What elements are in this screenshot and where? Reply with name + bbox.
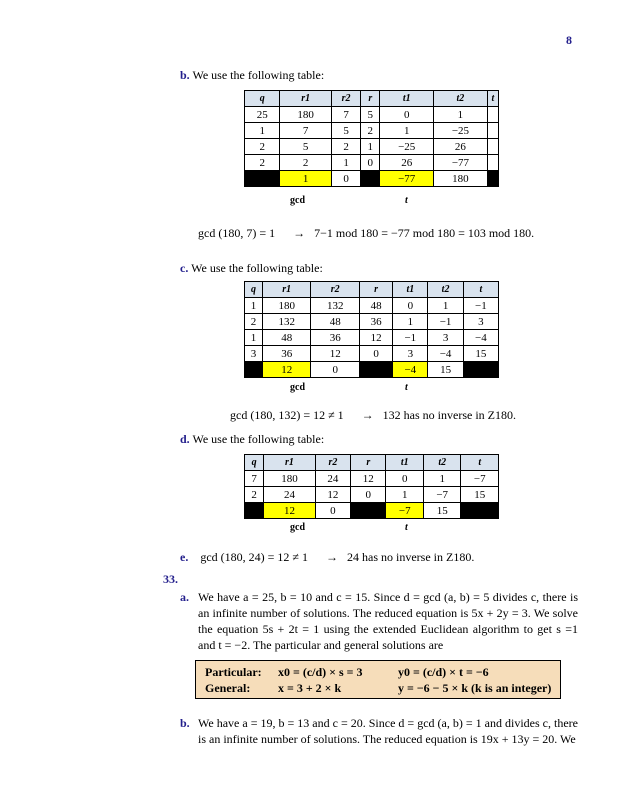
column-header: t [463,282,498,298]
table-cell: 180 [264,471,316,487]
table-row [245,330,499,346]
problem-33-b-label: b. [180,716,190,730]
table-header-row [245,455,499,471]
table-cell: 7 [245,471,264,487]
table-cell: 15 [461,487,499,503]
part-b-result [198,226,534,241]
table-cell: 180 [280,107,332,123]
table-d-gcd-label: gcd [290,522,305,533]
table-cell [487,139,498,155]
table-cell: 0 [315,503,350,519]
particular-y: y0 = (c/d) × t = −6 [398,665,489,679]
column-header: r [359,282,392,298]
table-cell: 26 [434,139,488,155]
table-cell: 1 [380,123,434,139]
table-cell: 5 [361,107,380,123]
table-b-gcd-label: gcd [290,195,305,206]
column-header: t1 [386,455,423,471]
blank-cell [461,503,499,519]
table-cell: 3 [428,330,463,346]
column-header: r [361,91,380,107]
gcd-cell: 12 [263,362,311,378]
table-cell: −25 [434,123,488,139]
table-cell: −1 [463,298,498,314]
euclid-table-d [244,454,499,519]
table-cell: 0 [311,362,359,378]
table-row [245,346,499,362]
table-cell: 12 [311,346,359,362]
table-cell: 1 [428,298,463,314]
table-cell: 5 [280,139,332,155]
part-c-result-left: gcd (180, 132) = 12 ≠ 1 [230,408,344,422]
table-cell: 0 [380,107,434,123]
table-cell [487,123,498,139]
table-header-row [245,91,499,107]
particular-label: Particular: [205,665,262,679]
table-cell: 12 [351,471,386,487]
blank-cell [487,171,498,187]
table-cell: 0 [351,487,386,503]
problem-33-a-text: We have a = 25, b = 10 and c = 15. Since d = gcd (a, b) = 5 divides c, there is an infinite number of solutions. The reduced equation is 5x + 2y = 3. We solve the equation 5s + 2t = 1 using the extended Euclidean algorithm to get s =1 and t = −2. The particular and general solutions are [198,590,578,652]
table-cell: −25 [380,139,434,155]
blank-cell [351,503,386,519]
problem-33-number: 33. [163,572,178,586]
table-cell: 180 [263,298,311,314]
final-row [245,503,499,519]
column-header: t1 [380,91,434,107]
part-d-intro-text: We use the following table: [192,432,325,446]
part-e-result-left: gcd (180, 24) = 12 ≠ 1 [200,550,308,564]
table-cell: 25 [245,107,280,123]
part-c-intro [180,261,323,275]
column-header: r [351,455,386,471]
table-row [245,155,499,171]
euclid-table-c [244,281,499,378]
general-label: General: [205,681,251,695]
column-header: r2 [331,91,360,107]
part-b-result-right: 7−1 mod 180 = −77 mod 180 = 103 mod 180. [314,226,535,240]
table-cell: 1 [386,487,423,503]
blank-cell [245,503,264,519]
part-b-result-left: gcd (180, 7) = 1 [198,226,276,240]
general-x: x = 3 + 2 × k [278,681,342,695]
column-header: q [245,282,263,298]
table-cell: 48 [311,314,359,330]
particular-x: x0 = (c/d) × s = 3 [278,665,363,679]
part-c-result-right: 132 has no inverse in Z180. [382,408,516,422]
column-header: r1 [264,455,316,471]
blank-cell [463,362,498,378]
table-cell: 24 [264,487,316,503]
gcd-cell: 1 [280,171,332,187]
table-cell: 0 [359,346,392,362]
table-cell: 15 [423,503,460,519]
table-cell: 7 [280,123,332,139]
table-cell: 3 [393,346,428,362]
column-header: t [487,91,498,107]
general-y: y = −6 − 5 × k (k is an integer) [398,681,552,695]
table-cell: −7 [423,487,460,503]
inverse-cell: −7 [386,503,423,519]
column-header: r1 [263,282,311,298]
gcd-cell: 12 [264,503,316,519]
inverse-cell: −4 [393,362,428,378]
table-cell: 132 [311,298,359,314]
table-cell: 0 [361,155,380,171]
table-cell: 15 [463,346,498,362]
table-cell: 2 [280,155,332,171]
table-cell: 2 [361,123,380,139]
column-header: t2 [434,91,488,107]
table-cell: 26 [380,155,434,171]
table-cell: 180 [434,171,488,187]
final-row [245,362,499,378]
part-e-label: e. [180,550,189,564]
table-row [245,298,499,314]
table-cell: 2 [245,314,263,330]
column-header: t [461,455,499,471]
table-row [245,487,499,503]
inverse-cell: −77 [380,171,434,187]
problem-33-b-text: We have a = 19, b = 13 and c = 20. Since d = gcd (a, b) = 1 and divides c, there is an infinite number of solutions. The reduced equation is 19x + 13y = 20. We [198,716,578,746]
table-cell: 3 [463,314,498,330]
table-cell: 2 [245,487,264,503]
table-cell: −4 [428,346,463,362]
column-header: r2 [311,282,359,298]
table-cell: 36 [263,346,311,362]
part-c-intro-text: We use the following table: [191,261,323,275]
page-number: 8 [566,33,572,47]
table-cell: 1 [245,330,263,346]
table-row [245,107,499,123]
table-cell: 1 [393,314,428,330]
column-header: r1 [280,91,332,107]
table-cell: −4 [463,330,498,346]
table-cell [487,155,498,171]
part-b-intro [180,68,324,82]
table-cell: 48 [263,330,311,346]
arrow-icon: → [326,550,338,564]
table-row [245,139,499,155]
blank-cell [361,171,380,187]
part-c-label: c. [180,261,189,275]
euclid-table-b [244,90,499,187]
table-cell: 5 [331,123,360,139]
table-cell: 24 [315,471,350,487]
table-cell: 2 [245,155,280,171]
table-cell: 12 [315,487,350,503]
final-row [245,171,499,187]
column-header: r2 [315,455,350,471]
part-e-result [180,550,474,564]
part-d-intro [180,432,324,446]
table-d-t-label: t [405,522,408,533]
table-cell: 2 [245,139,280,155]
arrow-icon: → [361,408,374,422]
table-cell: 1 [245,298,263,314]
column-header: t2 [428,282,463,298]
solutions-box [195,660,561,699]
blank-cell [359,362,392,378]
part-e-result-right: 24 has no inverse in Z180. [347,550,475,564]
table-cell: 7 [331,107,360,123]
table-cell: 1 [331,155,360,171]
table-cell: −1 [428,314,463,330]
table-b-t-label: t [405,195,408,206]
table-c-t-label: t [405,382,408,393]
table-cell: 1 [423,471,460,487]
table-cell: −77 [434,155,488,171]
table-cell: 1 [245,123,280,139]
table-cell: 1 [361,139,380,155]
table-cell: 36 [359,314,392,330]
table-cell [487,107,498,123]
table-cell: 36 [311,330,359,346]
table-cell: −7 [461,471,499,487]
problem-33-a-label: a. [180,590,189,604]
blank-cell [245,362,263,378]
arrow-icon: → [293,226,306,240]
column-header: q [245,91,280,107]
table-cell: 3 [245,346,263,362]
table-cell: 2 [331,139,360,155]
table-cell: 1 [434,107,488,123]
table-cell: 0 [386,471,423,487]
table-cell: 12 [359,330,392,346]
table-cell: 48 [359,298,392,314]
table-row [245,123,499,139]
table-header-row [245,282,499,298]
part-b-intro-text: We use the following table: [192,68,325,82]
part-d-label: d. [180,432,190,446]
table-cell: −1 [393,330,428,346]
table-c-gcd-label: gcd [290,382,305,393]
table-row [245,471,499,487]
column-header: t2 [423,455,460,471]
column-header: t1 [393,282,428,298]
table-cell: 0 [331,171,360,187]
table-row [245,314,499,330]
blank-cell [245,171,280,187]
part-b-label: b. [180,68,190,82]
part-c-result [230,408,516,423]
table-cell: 0 [393,298,428,314]
table-cell: 132 [263,314,311,330]
column-header: q [245,455,264,471]
table-cell: 15 [428,362,463,378]
